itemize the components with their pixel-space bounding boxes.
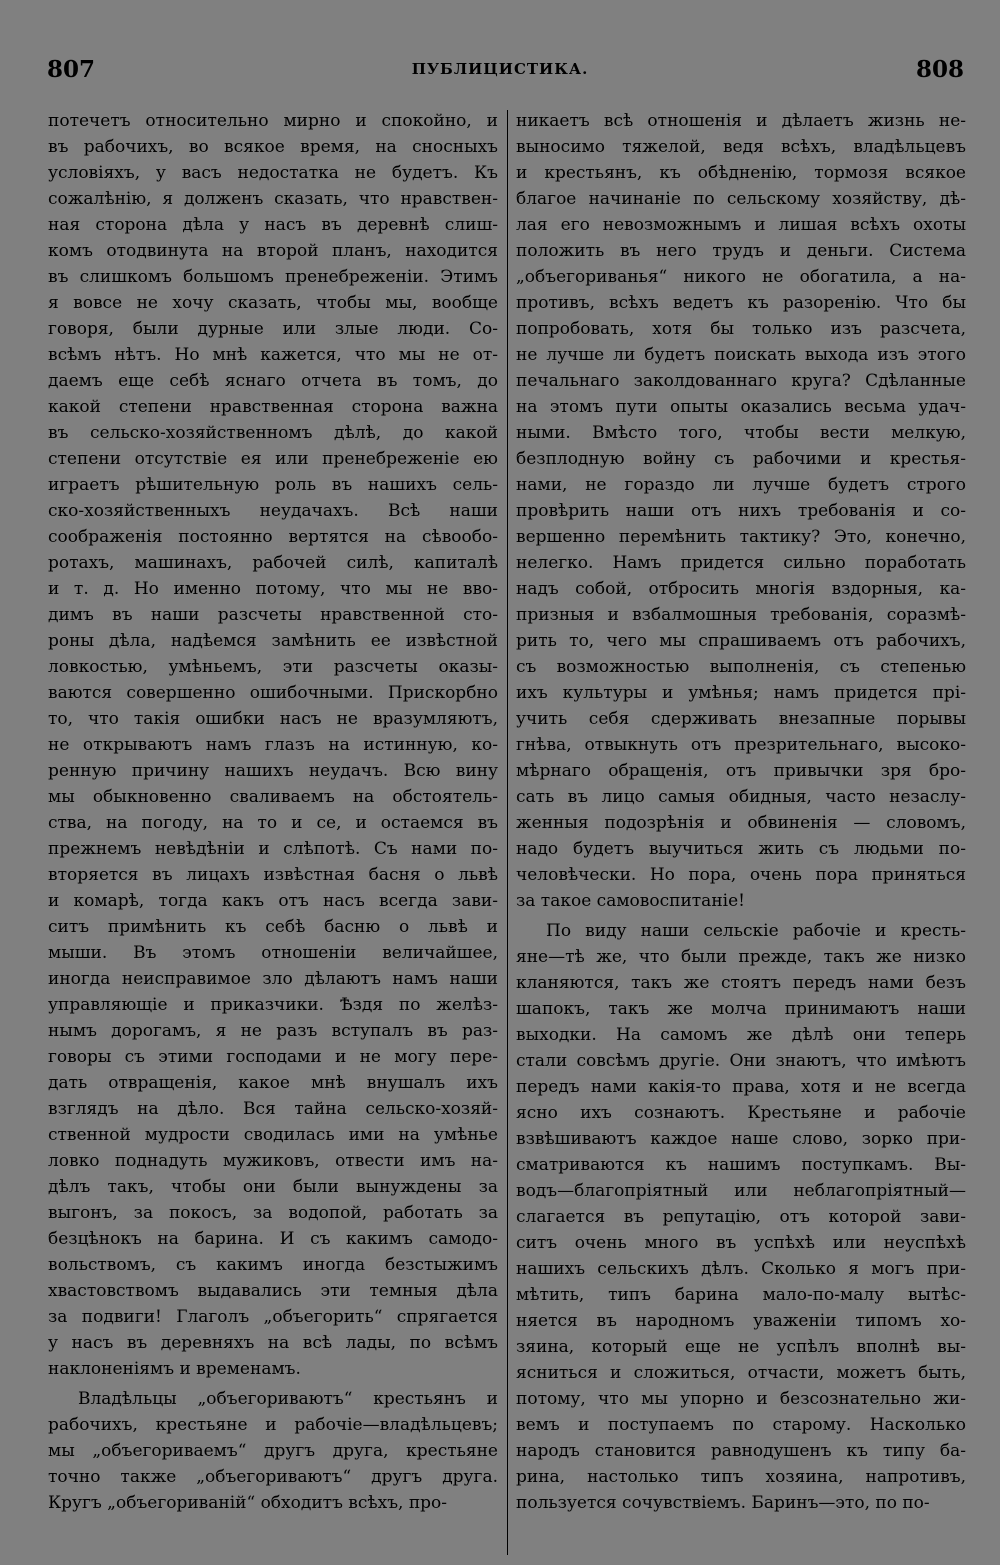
text-line: передъ нами какія-то права, хотя и не всегда — [516, 1077, 966, 1097]
text-line: не открываютъ намъ глазъ на истинную, ко- — [48, 735, 498, 755]
text-line: выгонъ, за покосъ, за водопой, работать за — [48, 1203, 498, 1223]
text-line: нашихъ сельскихъ дѣлъ. Сколько я могъ при- — [516, 1259, 966, 1279]
text-line: попробовать, хотя бы только изъ разсчета, — [516, 319, 966, 339]
page-header — [0, 56, 1000, 86]
text-line: ственной мудрости сводилась ими на умѣнье — [48, 1125, 498, 1145]
text-line: женныя подозрѣнія и обвиненія — словомъ, — [516, 813, 966, 833]
text-line: кланяются, такъ же стоятъ передъ нами безъ — [516, 973, 966, 993]
text-line: у насъ въ деревняхъ на всѣ лады, по всѣмъ — [48, 1333, 498, 1353]
text-line: призныя и взбалмошныя требованія, соразмѣ- — [516, 605, 966, 625]
text-line: говоры съ этими господами и не могу пере- — [48, 1047, 498, 1067]
text-line: положить въ него трудъ и деньги. Система — [516, 241, 966, 261]
text-line: ситъ очень много въ успѣхѣ или неуспѣхѣ — [516, 1233, 966, 1253]
text-line: По виду наши сельскіе рабочіе и кресть- — [546, 921, 966, 941]
right-column — [516, 108, 966, 1516]
text-line: провѣрить наши отъ нихъ требованія и со- — [516, 501, 966, 521]
text-line: съ возможностью выполненія, съ степенью — [516, 657, 966, 677]
text-line: ротахъ, машинахъ, рабочей силѣ, капиталѣ — [48, 553, 498, 573]
text-line: димъ въ наши разсчеты нравственной сто- — [48, 605, 498, 625]
running-title: ПУБЛИЦИСТИКА. — [411, 60, 589, 78]
text-line: ренную причину нашихъ неудачъ. Всю вину — [48, 761, 498, 781]
text-line: надо будетъ выучиться жить съ людьми по- — [516, 839, 966, 859]
text-line: вторяется въ лицахъ извѣстная басня о львѣ — [48, 865, 498, 885]
column-divider — [507, 110, 508, 1555]
text-line: ясно ихъ сознаютъ. Крестьяне и рабочіе — [516, 1103, 966, 1123]
text-line: стали совсѣмъ другіе. Они знаютъ, что имѣютъ — [516, 1051, 966, 1071]
text-line: зяина, который еще не успѣлъ вполнѣ вы- — [516, 1337, 966, 1357]
text-line: за такое самовоспитаніе! — [516, 891, 745, 911]
text-line: надъ собой, отбросить многія вздорныя, ка- — [516, 579, 966, 599]
text-line: потому, что мы упорно и безсознательно жи- — [516, 1389, 966, 1409]
text-line: вершенно перемѣнить тактику? Это, конечно, — [516, 527, 966, 547]
text-line: безплодную войну съ рабочими и крестья- — [516, 449, 966, 469]
text-line: на этомъ пути опыты оказались весьма удач- — [516, 397, 966, 417]
text-line: мѣрнаго обращенія, отъ привычки зря бро- — [516, 761, 966, 781]
text-line: мы обыкновенно сваливаемъ на обстоятель- — [48, 787, 498, 807]
text-line: человѣчески. Но пора, очень пора приняться — [516, 865, 966, 885]
text-line: точно также „объегориваютъ“ другъ друга. — [48, 1467, 498, 1487]
text-line: ловкостью, умѣньемъ, эти разсчеты оказы- — [48, 657, 498, 677]
text-line: соображенія постоянно вертятся на сѣвообо- — [48, 527, 498, 547]
text-line: народъ становится равнодушенъ къ типу ба- — [516, 1441, 966, 1461]
text-line: ловко поднадуть мужиковъ, отвести имъ на- — [48, 1151, 498, 1171]
text-line: нами, не гораздо ли лучше будетъ строго — [516, 475, 966, 495]
text-line: печальнаго заколдованнаго круга? Сдѣланные — [516, 371, 966, 391]
text-line: Кругъ „объегориваній“ обходитъ всѣхъ, про- — [48, 1493, 448, 1513]
text-line: мѣтить, типъ барина мало-по-малу вытѣс- — [516, 1285, 966, 1305]
text-line: дать отвращенія, какое мнѣ внушалъ ихъ — [48, 1073, 498, 1093]
text-line: прежнемъ невѣдѣніи и слѣпотѣ. Съ нами по- — [48, 839, 498, 859]
text-line: въ сельско-хозяйственномъ дѣлѣ, до какой — [48, 423, 498, 443]
text-line: взглядъ на дѣло. Вся тайна сельско-хозяй- — [48, 1099, 498, 1119]
text-line: выносимо тяжелой, ведя всѣхъ, владѣльцевъ — [516, 137, 966, 157]
text-line: я вовсе не хочу сказать, чтобы мы, вообще — [48, 293, 498, 313]
text-line: ная сторона дѣла у насъ въ деревнѣ слиш- — [48, 215, 498, 235]
text-line: пользуется сочувствіемъ. Баринъ—это, по по- — [516, 1493, 930, 1513]
text-line: ихъ культуры и умѣнья; намъ придется прі- — [516, 683, 966, 703]
text-line: взвѣшиваютъ каждое наше слово, зорко при- — [516, 1129, 966, 1149]
text-line: хвастовствомъ выдавались эти темныя дѣла — [48, 1281, 498, 1301]
text-line: то, что такія ошибки насъ не вразумляютъ, — [48, 709, 498, 729]
text-line: безцѣнокъ на барина. И съ какимъ самодо- — [48, 1229, 498, 1249]
text-line: потечетъ относительно мирно и спокойно, и — [48, 111, 498, 131]
text-line: вольствомъ, съ какимъ иногда безстыжимъ — [48, 1255, 498, 1275]
text-line: рабочихъ, крестьяне и рабочіе—владѣльцевъ; — [48, 1415, 498, 1435]
text-line: ситъ примѣнить къ себѣ басню о львѣ и — [48, 917, 498, 937]
text-line: благое начинаніе по сельскому хозяйству, дѣ- — [516, 189, 966, 209]
text-line: сожалѣнію, я долженъ сказать, что нравствен- — [48, 189, 498, 209]
text-line: играетъ рѣшительную роль въ нашихъ сель- — [48, 475, 498, 495]
text-line: няется въ народномъ уваженіи типомъ хо- — [516, 1311, 966, 1331]
text-line: ясниться и сложиться, отчасти, можетъ быть, — [516, 1363, 966, 1383]
text-line: сать въ лицо самыя обидныя, часто незаслу- — [516, 787, 966, 807]
text-line: шапокъ, такъ же молча принимаютъ наши — [516, 999, 966, 1019]
text-line: нымъ дорогамъ, я не разъ вступалъ въ раз- — [48, 1021, 498, 1041]
text-line: „объегориванья“ никого не обогатила, а на- — [516, 267, 966, 287]
text-line: противъ, всѣхъ ведетъ къ разоренію. Что бы — [516, 293, 966, 313]
text-line: яне—тѣ же, что были прежде, такъ же низко — [516, 947, 966, 967]
right-page-number: 808 — [915, 56, 964, 83]
text-line: Владѣльцы „объегориваютъ“ крестьянъ и — [78, 1389, 498, 1409]
text-line: гнѣва, отвыкнуть отъ презрительнаго, высоко- — [516, 735, 966, 755]
text-line: управляющіе и приказчики. Ѣздя по желѣз- — [48, 995, 498, 1015]
text-line: никаетъ всѣ отношенія и дѣлаетъ жизнь не- — [516, 111, 966, 131]
text-line: выходки. На самомъ же дѣлѣ они теперь — [516, 1025, 966, 1045]
text-line: ваются совершенно ошибочными. Прискорбно — [48, 683, 498, 703]
text-line: ства, на погоду, на то и се, и остаемся въ — [48, 813, 498, 833]
text-line: въ рабочихъ, во всякое время, на сносныхъ — [48, 137, 498, 157]
text-line: мы „объегориваемъ“ другъ друга, крестьяне — [48, 1441, 498, 1461]
text-line: учить себя сдерживать внезапные порывы — [516, 709, 966, 729]
left-page-number: 807 — [47, 56, 96, 83]
text-line: водъ—благопріятный или неблагопріятный— — [516, 1181, 966, 1201]
text-line: въ слишкомъ большомъ пренебреженіи. Этимъ — [48, 267, 498, 287]
text-line: лая его невозможнымъ и лишая всѣхъ охоты — [516, 215, 966, 235]
text-line: роны дѣла, надѣемся замѣнить ее извѣстной — [48, 631, 498, 651]
text-line: и т. д. Но именно потому, что мы не вво- — [48, 579, 498, 599]
text-line: и крестьянъ, къ обѣдненію, тормозя всякое — [516, 163, 966, 183]
text-line: иногда неисправимое зло дѣлаютъ намъ наши — [48, 969, 498, 989]
text-line: сматриваются къ нашимъ поступкамъ. Вы- — [516, 1155, 966, 1175]
text-line: даемъ еще себѣ яснаго отчета въ томъ, до — [48, 371, 498, 391]
text-line: слагается въ репутацію, отъ которой зави- — [516, 1207, 966, 1227]
text-line: рить то, чего мы спрашиваемъ отъ рабочихъ, — [516, 631, 966, 651]
text-line: и комарѣ, тогда какъ отъ насъ всегда зави- — [48, 891, 498, 911]
text-line: какой степени нравственная сторона важна — [48, 397, 498, 417]
text-line: ными. Вмѣсто того, чтобы вести мелкую, — [516, 423, 966, 443]
text-line: не лучше ли будетъ поискать выхода изъ этого — [516, 345, 966, 365]
text-line: степени отсутствіе ея или пренебреженіе ею — [48, 449, 498, 469]
text-line: за подвиги! Глаголъ „объегорить“ спрягается — [48, 1307, 498, 1327]
text-line: комъ отодвинута на второй планъ, находится — [48, 241, 498, 261]
text-line: говоря, были дурные или злые люди. Со- — [48, 319, 498, 339]
text-line: наклоненіямъ и временамъ. — [48, 1359, 301, 1379]
text-line: всѣмъ нѣтъ. Но мнѣ кажется, что мы не от- — [48, 345, 498, 365]
text-line: вемъ и поступаемъ по старому. Насколько — [516, 1415, 966, 1435]
text-line: рина, настолько типъ хозяина, напротивъ, — [516, 1467, 966, 1487]
text-line: ско-хозяйственныхъ неудачахъ. Всѣ наши — [48, 501, 498, 521]
text-line: дѣлъ такъ, чтобы они были вынуждены за — [48, 1177, 498, 1197]
text-line: мыши. Въ этомъ отношеніи величайшее, — [48, 943, 498, 963]
text-line: условіяхъ, у васъ недостатка не будетъ. Къ — [48, 163, 498, 183]
left-column — [48, 108, 498, 1516]
text-line: нелегко. Намъ придется сильно поработать — [516, 553, 966, 573]
